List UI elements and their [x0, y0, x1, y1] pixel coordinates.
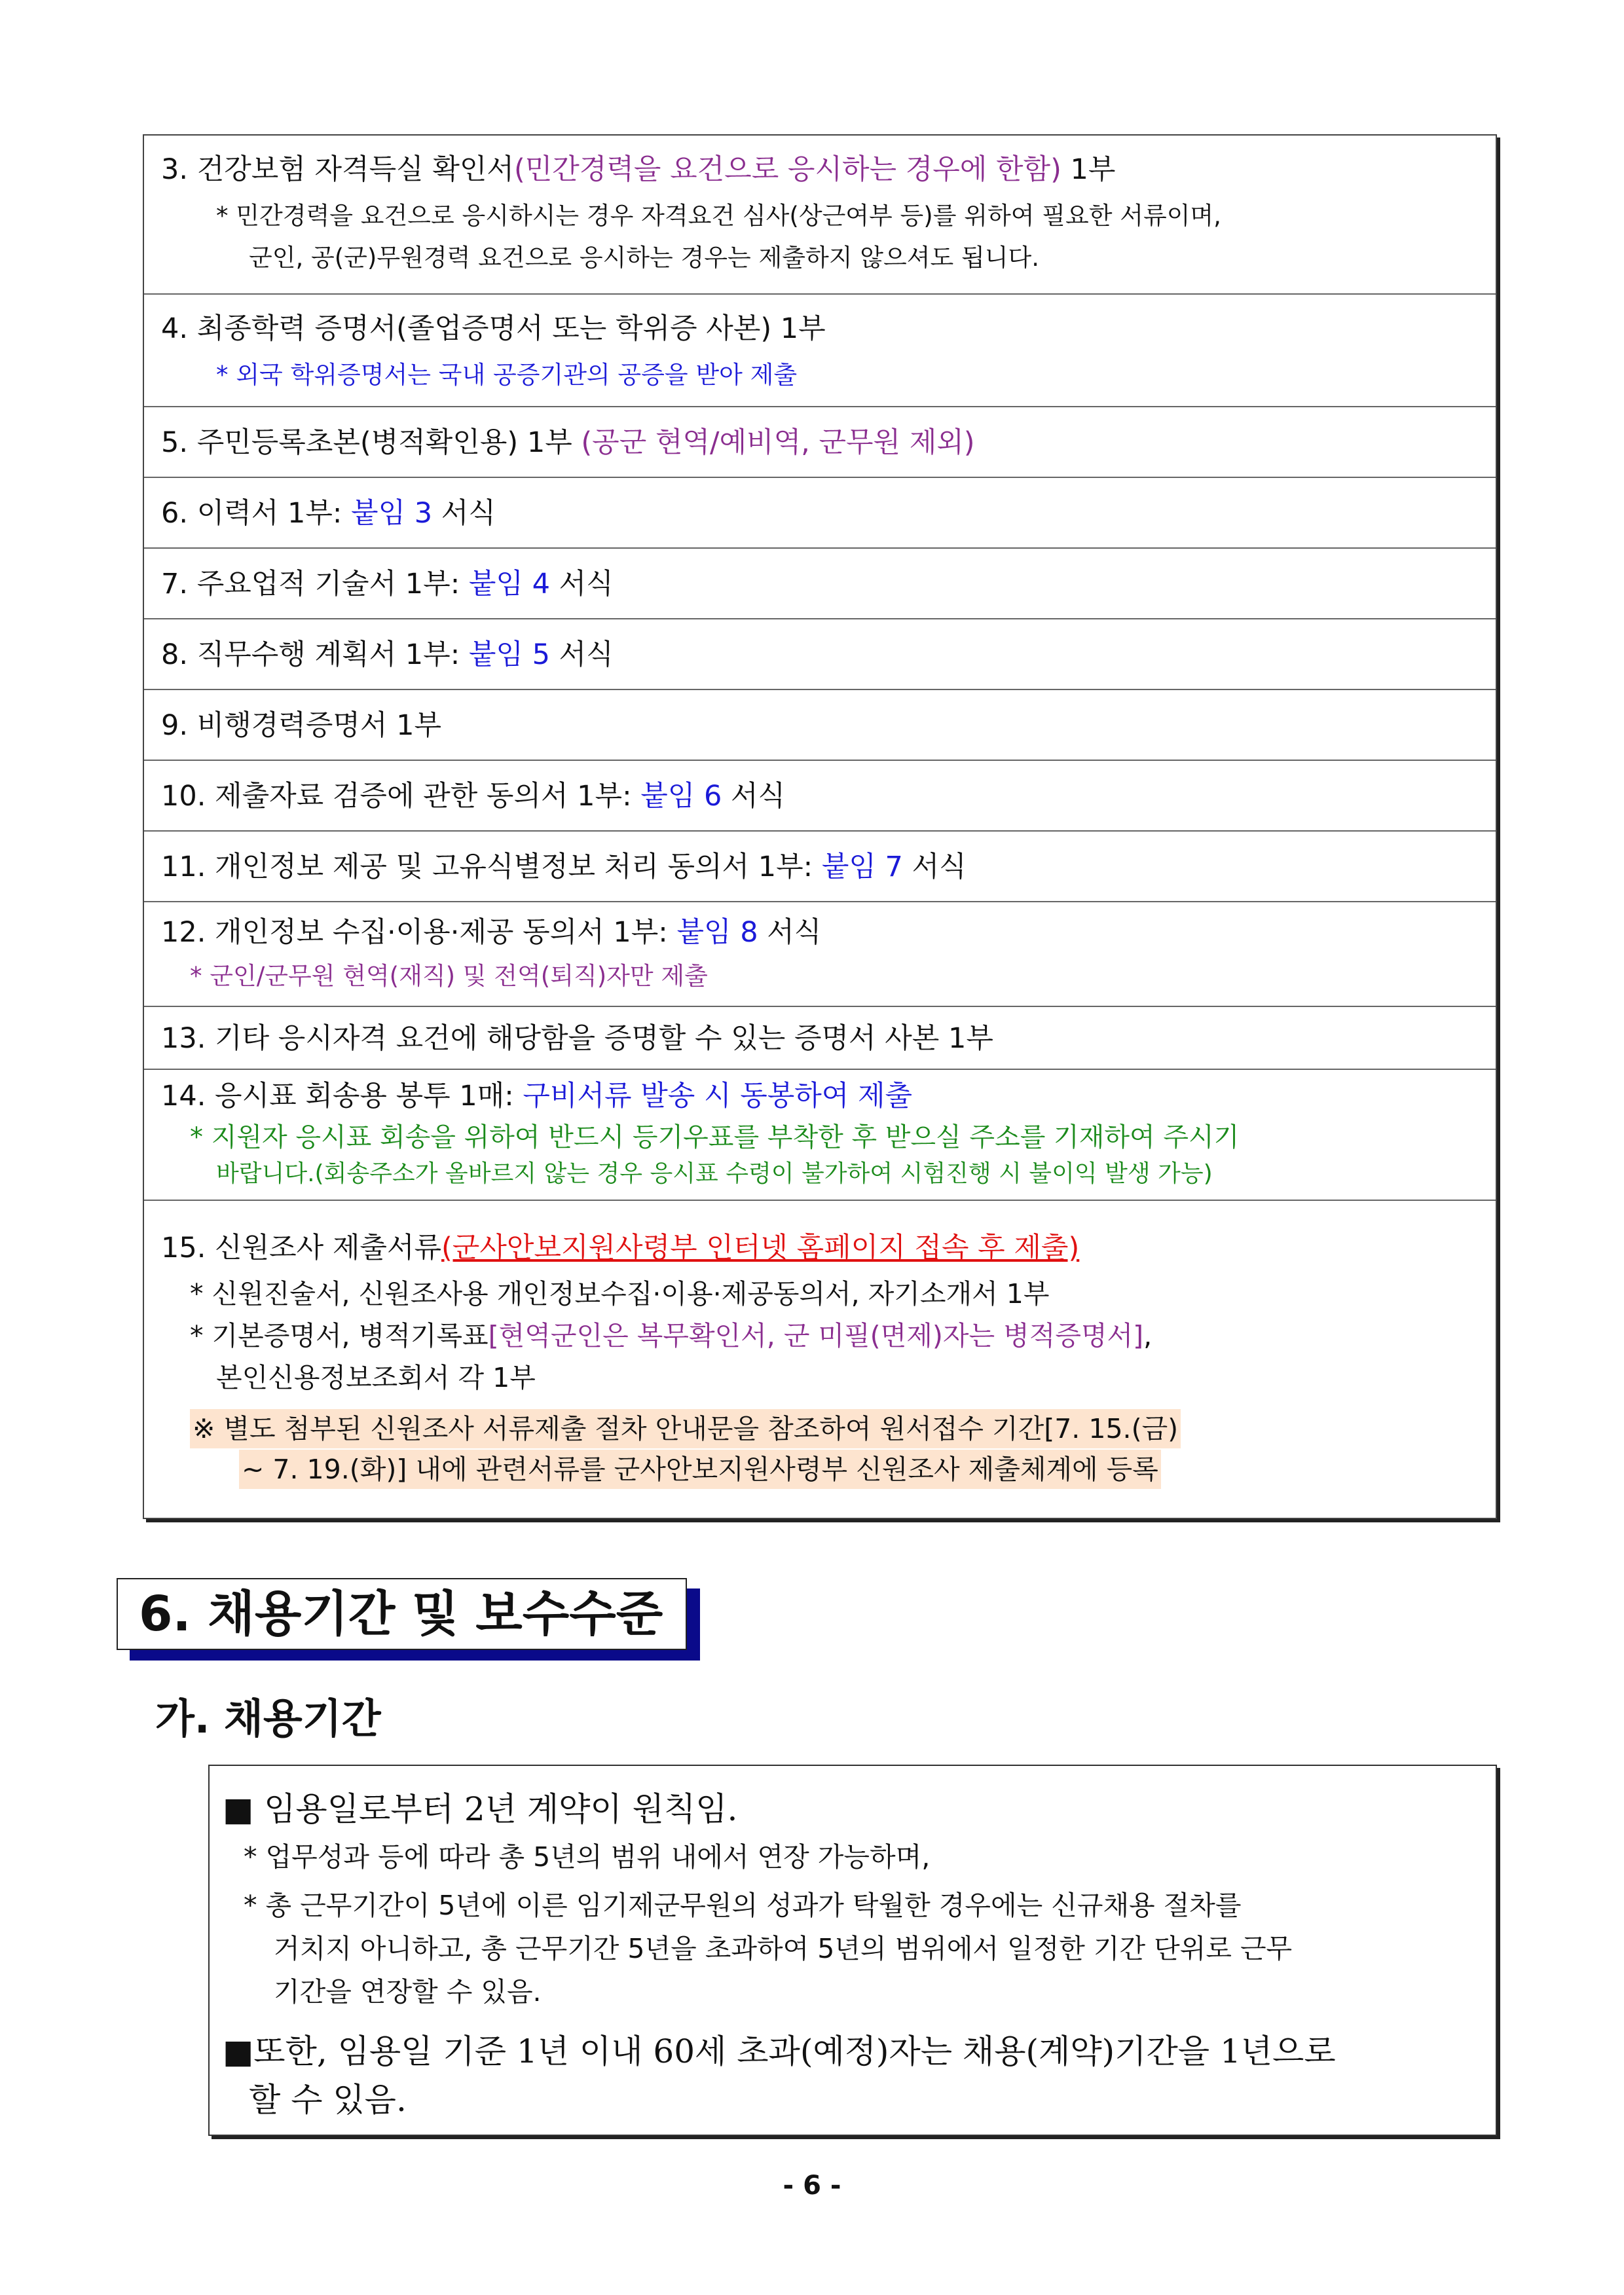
attachment-ref: 붙임 4 [468, 568, 550, 600]
item-condition: (민간경력을 요건으로 응시하는 경우에 한함) [513, 153, 1061, 186]
reference-note: ~ 7. 19.(화)] 내에 관련서류를 군사안보지원사령부 신원조사 제출체계에 등록 [239, 1450, 1161, 1489]
item-text: 15. 신원조사 제출서류 [161, 1232, 442, 1264]
item-suffix: 서식 [549, 638, 614, 671]
table-row [144, 136, 1496, 293]
item-text: 6. 이력서 1부: [161, 497, 352, 530]
item-text: 3. 건강보험 자격득실 확인서 [161, 153, 514, 186]
item-instruction: (군사안보지원사령부 인터넷 홈페이지 접속 후 제출) [441, 1232, 1080, 1264]
table-row [144, 689, 1496, 760]
item-text: 13. 기타 응시자격 요건에 해당함을 증명할 수 있는 증명서 사본 1부 [161, 1022, 993, 1055]
page-number: - 6 - [783, 2171, 841, 2201]
item-note: 바랍니다.(회송주소가 올바르지 않는 경우 응시표 수령이 불가하여 시험진행 시 불이익 발생 가능) [216, 1160, 1213, 1187]
attachment-ref: 붙임 6 [640, 780, 722, 813]
item-text: 11. 개인정보 제공 및 고유식별정보 처리 동의서 1부: [161, 851, 822, 883]
table-row [144, 1200, 1496, 1518]
item-suffix: 서식 [758, 916, 822, 949]
table-row [144, 830, 1496, 901]
item-note: * 기본증명서, 병적기록표 [190, 1320, 489, 1351]
item-text: 5. 주민등록초본(병적확인용) 1부 [161, 426, 581, 459]
period-note: * 총 근무기간이 5년에 이른 임기제군무원의 성과가 탁월한 경우에는 신규채용 절차를 [244, 1890, 1242, 1921]
item-text: 7. 주요업적 기술서 1부: [161, 568, 469, 600]
item-suffix: 서식 [902, 851, 967, 883]
item-condition: (공군 현역/예비역, 군무원 제외) [581, 426, 975, 459]
item-text: 10. 제출자료 검증에 관한 동의서 1부: [161, 780, 641, 813]
required-documents-table [143, 134, 1497, 1519]
item-note: * 지원자 응시표 회송을 위하여 반드시 등기우표를 부착한 후 받으실 주소를 기재하여 주시기 [190, 1122, 1240, 1152]
item-instruction: 구비서류 발송 시 동봉하여 제출 [523, 1080, 913, 1112]
period-note: 기간을 연장할 수 있음. [274, 1976, 542, 2008]
table-row [144, 1069, 1496, 1200]
table-row [144, 760, 1496, 830]
item-note: 본인신용정보조회서 각 1부 [216, 1362, 536, 1393]
item-suffix: 서식 [549, 568, 614, 600]
period-note: 거치지 아니하고, 총 근무기간 5년을 초과하여 5년의 범위에서 일정한 기간 단위로 근무 [274, 1933, 1293, 1964]
item-punct: , [1143, 1320, 1153, 1351]
item-text: 8. 직무수행 계획서 1부: [161, 638, 469, 671]
item-text: 4. 최종학력 증명서(졸업증명서 또는 학위증 사본) 1부 [161, 312, 826, 345]
attachment-ref: 붙임 8 [676, 916, 758, 949]
table-row [144, 477, 1496, 547]
table-row [144, 1006, 1496, 1069]
item-quantity: 1부 [1061, 153, 1116, 186]
table-row [144, 547, 1496, 618]
period-exception: ■또한, 임용일 기준 1년 이내 60세 초과(예정)자는 채용(계약)기간을 1년으로 [223, 2032, 1336, 2070]
item-text: 14. 응시표 회송용 봉투 1매: [161, 1080, 523, 1112]
table-row [144, 901, 1496, 1006]
subsection-title: 가. 채용기간 [155, 1695, 381, 1742]
period-exception: 할 수 있음. [249, 2081, 407, 2119]
attachment-ref: 붙임 5 [468, 638, 550, 671]
item-note: * 외국 학위증명서는 국내 공증기관의 공증을 받아 제출 [216, 361, 798, 389]
table-row [144, 618, 1496, 689]
attachment-ref: 붙임 3 [351, 497, 433, 530]
section-heading-box [117, 1578, 687, 1650]
table-row [144, 406, 1496, 477]
section-title: 6. 채용기간 및 보수수준 [139, 1586, 663, 1642]
item-text: 9. 비행경력증명서 1부 [161, 709, 442, 742]
item-suffix: 서식 [432, 497, 496, 530]
item-note: * 신원진술서, 신원조사용 개인정보수집·이용·제공동의서, 자기소개서 1부 [190, 1278, 1050, 1310]
attachment-ref: 붙임 7 [821, 851, 903, 883]
period-note: * 업무성과 등에 따라 총 5년의 범위 내에서 연장 가능하며, [244, 1841, 931, 1873]
period-principle: ■ 임용일로부터 2년 계약이 원칙임. [223, 1790, 738, 1828]
item-condition: [현역군인은 복무확인서, 군 미필(면제)자는 병적증명서] [488, 1320, 1144, 1351]
item-note: 군인, 공(군)무원경력 요건으로 응시하는 경우는 제출하지 않으셔도 됩니다. [249, 244, 1039, 272]
item-text: 12. 개인정보 수집·이용·제공 동의서 1부: [161, 916, 677, 949]
employment-period-box [208, 1765, 1497, 2136]
table-row [144, 293, 1496, 406]
reference-note: ※ 별도 첨부된 신원조사 서류제출 절차 안내문을 참조하여 원서접수 기간[7. 15.(금) [190, 1409, 1181, 1448]
item-note: * 민간경력을 요건으로 응시하시는 경우 자격요건 심사(상근여부 등)를 위하여 필요한 서류이며, [216, 202, 1221, 230]
item-suffix: 서식 [722, 780, 786, 813]
item-note: * 군인/군무원 현역(재직) 및 전역(퇴직)자만 제출 [190, 962, 708, 990]
